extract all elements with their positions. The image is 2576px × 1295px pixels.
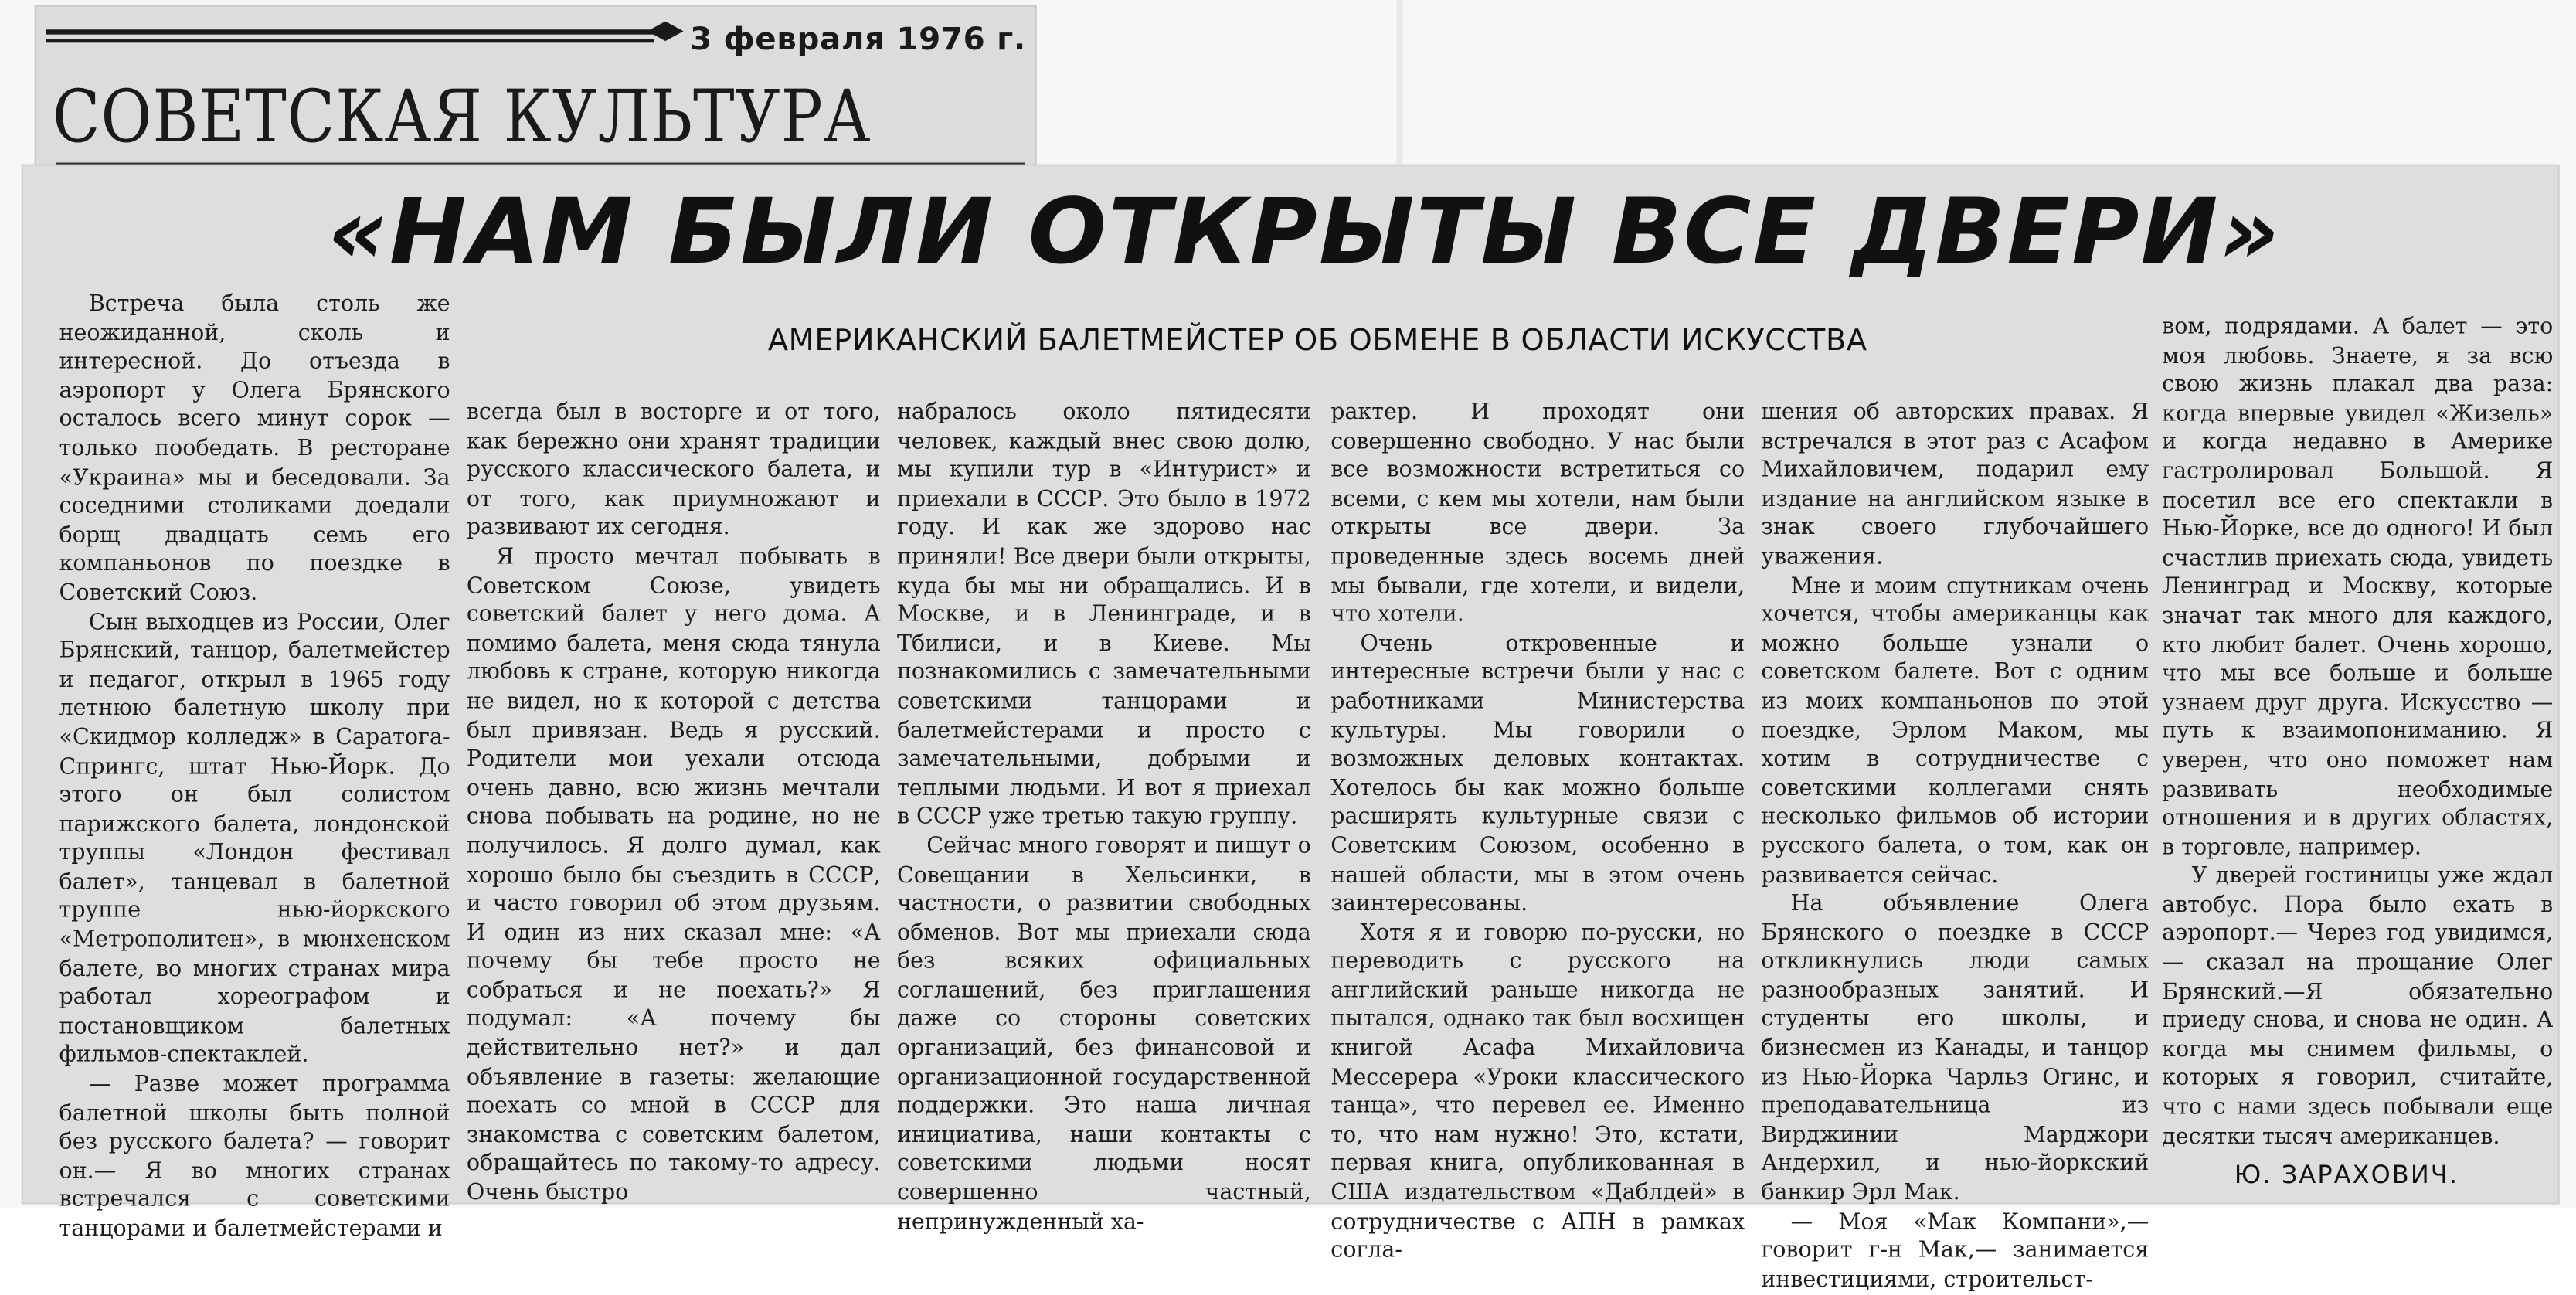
paragraph: Хотя я и говорю по-русски, но переводить с русского на английский раньше никогда не пытался, однако так был восхищен книгой Асафа Михайловича Мессерера «Уроки классического танца», что перевел ее. Именно то, что нам нужно! Это, кстати, первая книга, опубликованная в США издательством «Даблдей» в сотрудничестве с АПН в рамках согла- bbox=[1330, 921, 1745, 1264]
paragraph: набралось около пятидесяти человек, каждый внес свою долю, мы купили тур в «Интурист» и приехали в СССР. Это было в 1972 году. И как же здорово нас приняли! Все двери были открыты, куда бы мы ни обращались. И в Москве, и в Ленинграде, и в Тбилиси, и в Киеве. Мы познакомились с замечательными советскими танцорами и балетмейстерами и просто с замечательными, добрыми и теплыми людьми. И вот я приехал в СССР уже третью такую группу. bbox=[896, 400, 1311, 831]
article-subheadline: АМЕРИКАНСКИЙ БАЛЕТМЕЙСТЕР ОБ ОБМЕНЕ В ОБЛАСТИ ИСКУССТВА bbox=[767, 323, 1867, 359]
paragraph: Я просто мечтал побывать в Советском Союзе, увидеть советский балет у него дома. А помимо балета, меня сюда тянула любовь к стране, которую никогда не видел, но к которой с детства был привязан. Ведь я русский. Родители мои уехали отсюда очень давно, всю жизнь мечтали снова побывать на родине, но не получилось. Я долго думал, как хорошо было бы съездить в СССР, и часто говорил об этом друзьям. И один из них сказал мне: «А почему бы тебе просто не собраться и не поехать?» Я подумал: «А почему бы действительно нет?» и дал объявление в газеты: желающие поехать со мной в СССР для знакомства с советским балетом, обращайтесь по такому-то адресу. Очень быстро bbox=[466, 545, 881, 1206]
paragraph: Мне и моим спутникам очень хочется, чтобы американцы как можно больше узнали о советском балете. Вот с одним из моих компаньонов по этой поездке, Эрлом Маком, мы хотим в сотрудничестве с советскими коллегами снять несколько фильмов об истории русского балета, о том, как он развивается сейчас. bbox=[1761, 574, 2149, 889]
author-signature: Ю. ЗАРАХОВИЧ. bbox=[2234, 1160, 2459, 1190]
article-column-6 bbox=[2162, 314, 2553, 1152]
paragraph: Очень откровенные и интересные встречи были у нас с работниками Министерства культуры. Мы говорили о возможных деловых контактах. Хотелось бы как можно больше расширять культурные связи с Советским Союзом, особенно в нашей области, мы в этом очень заинтересованы. bbox=[1330, 632, 1745, 917]
paragraph: На объявление Олега Брянского о поездке в СССР откликнулись люди самых разнообразных занятий. И студенты его школы, и бизнесмен из Канады, и танцор из Нью-Йорка Чарльз Огинс, и преподавательница из Вирджинии Марджори Андерхил, и нью-йоркский банкир Эрл Мак. bbox=[1761, 892, 2149, 1206]
diamond-ornament-icon bbox=[647, 22, 684, 42]
article-column-3 bbox=[897, 399, 1311, 1238]
paragraph: Встреча была столь же неожиданной, сколь и интересной. До отъезда в аэропорт у Олега Брянского осталось всего минут сорок — только пообедать. В ресторане «Украина» мы и беседовали. За соседними столиками доедали борщ двадцать семь его компаньонов по поездке в Советский Союз. bbox=[59, 292, 450, 607]
article-column-1 bbox=[59, 291, 450, 1245]
paragraph: вом, подрядами. А балет — это моя любовь. Знаете, я за всю свою жизнь плакал два раза: когда впервые увидел «Жизель» и когда недавно в Америке гастролировал Большой. Я посетил все его спектакли в Нью-Йорке, все до одного! И был счастлив приехать сюда, увидеть Ленинград и Москву, которые значат так много для каждого, кто любит балет. Очень хорошо, что мы все больше и больше узнаем друг друга. Искусство — путь к взаимопониманию. Я уверен, что оно поможет нам развивать необходимые отношения и в других областях, в торговле, например. bbox=[2162, 315, 2554, 861]
paragraph: — Разве может программа балетной школы быть полной без русского балета? — говорит он.— Я во многих странах встречался с советскими танцорами и балетмейстерами и bbox=[59, 1072, 450, 1242]
article-headline: «НАМ БЫЛИ ОТКРЫТЫ ВСЕ ДВЕРИ» bbox=[328, 178, 2282, 284]
article-clipping bbox=[23, 166, 2558, 1293]
newspaper-title: СОВЕТСКАЯ КУЛЬТУРА bbox=[53, 75, 872, 160]
paragraph: рактер. И проходят они совершенно свободно. У нас были все возможности встретиться со всеми, с кем мы хотели, нам были открыты все двери. За проведенные здесь восемь дней мы бывали, где хотели, и видели, что хотели. bbox=[1330, 400, 1745, 628]
paragraph: шения об авторских правах. Я встречался в этот раз с Асафом Михайловичем, подарил ему издание на английском языке в знак своего глубочайшего уважения. bbox=[1761, 400, 2149, 570]
masthead-rule bbox=[46, 29, 654, 34]
paper-fold bbox=[1396, 0, 1403, 165]
issue-date: 3 февраля 1976 г. bbox=[690, 21, 1026, 58]
article-column-2 bbox=[467, 399, 881, 1208]
paragraph: У дверей гостиницы уже ждал автобус. Пора было ехать в аэропорт.— Через год увидимся,— сказал на прощание Олег Брянский.—Я обязательно приеду снова, и снова не один. А когда мы снимем фильмы, о которых я говорил, считайте, что с нами здесь побывали еще десятки тысяч американцев. bbox=[2162, 865, 2554, 1150]
paragraph: всегда был в восторге и от того, как бережно они хранят традиции русского классического балета, и от того, как приумножают и развивают их сегодня. bbox=[466, 400, 881, 542]
article-column-5 bbox=[1761, 399, 2149, 1295]
newspaper-masthead bbox=[36, 7, 1035, 178]
paragraph: Сын выходцев из России, Олег Брянский, танцор, балетмейстер и педагог, открыл в 1965 году летнюю балетную школу при «Скидмор колледж» в Саратога-Спрингс, штат Нью-Йорк. До этого он был солистом парижского балета, лондонской труппы «Лондон фестивал балет», танцевал в балетной труппе нью-йоркского «Метрополитен», в мюнхенском балете, во многих странах мира работал хореографом и постановщиком балетных фильмов-спектаклей. bbox=[59, 610, 450, 1069]
paragraph: — Моя «Мак Компани»,—говорит г-н Мак,— занимается инвестициями, строительст- bbox=[1761, 1210, 2149, 1293]
article-column-4 bbox=[1330, 399, 1745, 1266]
masthead-rule bbox=[46, 39, 654, 42]
paragraph: Сейчас много говорят и пишут о Совещании в Хельсинки, в частности, о развитии свободных обменов. Вот мы приехали сюда без всяких официальных соглашений, без приглашения даже со стороны советских организаций, без финансовой и организационной государственной поддержки. Это наша личная инициатива, наши контакты с советскими людьми носят совершенно частный, непринужденный ха- bbox=[896, 834, 1311, 1236]
